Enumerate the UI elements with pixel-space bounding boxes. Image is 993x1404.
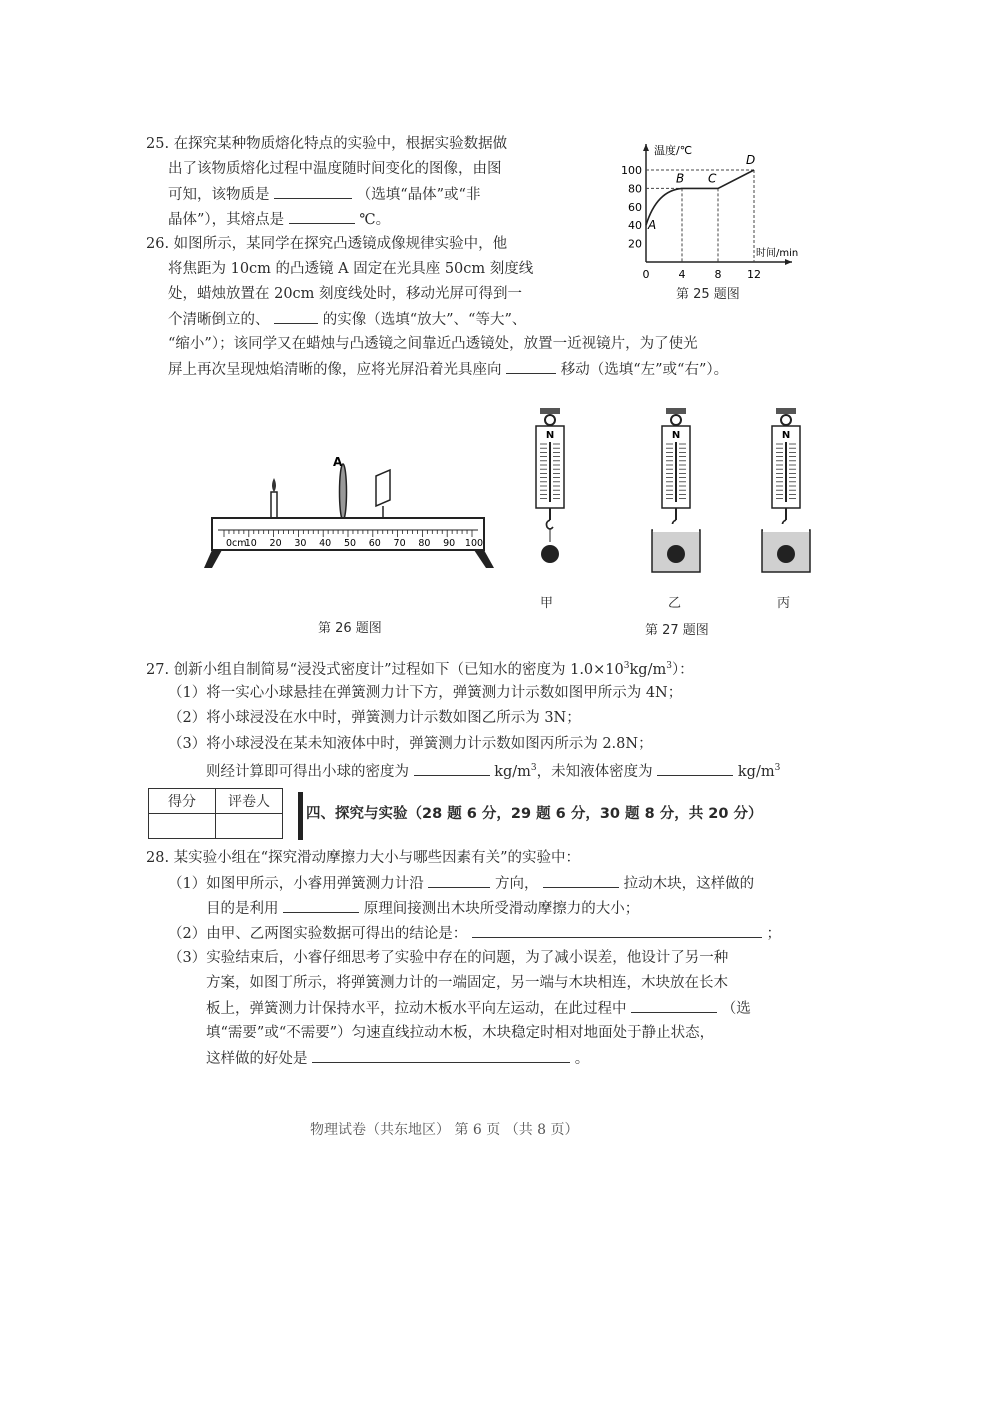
series-line xyxy=(646,170,754,225)
score-header: 得分 xyxy=(149,789,216,814)
page-footer: 物理试卷（共东地区） 第 6 页 （共 8 页） xyxy=(310,1122,579,1138)
answer-blank-advantage[interactable] xyxy=(312,1048,570,1063)
fig27-caption: 第 27 题图 xyxy=(645,623,709,638)
ruler-label: 40 xyxy=(319,538,332,549)
q25-line-4: 晶体”），其熔点是 ℃。 xyxy=(168,209,390,230)
q25-line-3: 可知，该物质是 （选填“晶体”或“非 xyxy=(168,184,480,205)
answer-blank-conclusion[interactable] xyxy=(472,923,762,938)
candle-icon xyxy=(271,492,277,518)
convex-lens-icon xyxy=(340,464,347,520)
ruler-label: 100 xyxy=(464,538,484,549)
bench-leg-right xyxy=(474,550,494,568)
ruler-label: 50 xyxy=(343,538,357,549)
fig25-temperature-chart xyxy=(608,138,838,303)
q28-part-3: （3）实验结束后，小睿仔细思考了实验中存在的问题，为了减小误差，他设计了另一种 xyxy=(168,950,729,966)
spring-scale-3 xyxy=(762,408,810,572)
point-label-B: B xyxy=(676,171,685,186)
candle-flame-icon xyxy=(272,478,276,492)
q28-part-3-line-4: 填“需要”或“不需要”）匀速直线拉动木板，木块稳定时相对地面处于静止状态， xyxy=(206,1025,715,1041)
hook-icon xyxy=(546,520,553,529)
answer-blank-screen-direction[interactable] xyxy=(506,359,556,374)
score-table xyxy=(148,788,283,839)
fig27-label-yi: 乙 xyxy=(668,596,682,611)
section-4-title: 四、探究与实验（28 题 6 分，29 题 6 分，30 题 8 分，共 20 分） xyxy=(306,806,763,822)
scale-unit-label: N xyxy=(671,430,681,441)
answer-blank-image-size[interactable] xyxy=(274,309,318,324)
q27-step-3: （3）将小球浸没在某未知液体中时，弹簧测力计示数如图丙所示为 2.8N； xyxy=(168,736,653,752)
ring-icon xyxy=(781,415,791,425)
section-divider xyxy=(298,792,303,840)
x-tick-label: 4 xyxy=(678,268,686,281)
grader-cell[interactable] xyxy=(216,814,283,839)
answer-blank-ball-density[interactable] xyxy=(414,761,490,776)
fig26-optical-bench xyxy=(200,450,500,580)
answer-blank-substance-type[interactable] xyxy=(274,184,352,199)
fig27-label-jia: 甲 xyxy=(540,596,554,611)
x-axis-label: 时间/min xyxy=(756,248,799,259)
support-bar xyxy=(776,408,796,414)
support-bar xyxy=(666,408,686,414)
y-tick-label: 60 xyxy=(628,200,642,214)
q28-part-3-line-5: 这样做的好处是 。 xyxy=(206,1048,589,1069)
light-screen-icon xyxy=(376,470,390,506)
q26-line-5: “缩小”）；该同学又在蜡烛与凸透镜之间靠近凸透镜处，放置一近视镜片，为了使光 xyxy=(168,336,698,352)
ruler-label: 30 xyxy=(294,538,307,549)
q26-line-1: 26. 如图所示，某同学在探究凸透镜成像规律实验中，他 xyxy=(146,236,508,252)
q28-line-1: 28. 某实验小组在“探究滑动摩擦力大小与哪些因素有关”的实验中： xyxy=(146,850,580,866)
q25-line-2: 出了该物质熔化过程中温度随时间变化的图像，由图 xyxy=(168,161,502,177)
scale-unit-label: N xyxy=(545,430,555,441)
ball-icon xyxy=(777,545,795,563)
y-tick-label: 40 xyxy=(628,219,642,233)
q26-line-2: 将焦距为 10cm 的凸透镜 A 固定在光具座 50cm 刻度线 xyxy=(168,261,534,277)
ruler-label: 60 xyxy=(368,538,381,549)
answer-blank-uniform-pull[interactable] xyxy=(631,998,717,1013)
q26-line-4: 个清晰倒立的、 的实像（选填“放大”、“等大”、 xyxy=(168,309,526,330)
ruler-label: 10 xyxy=(244,538,257,549)
ruler-label: 90 xyxy=(443,538,456,549)
ruler-label: 80 xyxy=(418,538,431,549)
ruler-label: 70 xyxy=(393,538,406,549)
answer-blank-melting-point[interactable] xyxy=(289,209,355,224)
q26-line-3: 处，蜡烛放置在 20cm 刻度线处时，移动光屏可得到一 xyxy=(168,286,523,302)
y-axis-label: 温度/℃ xyxy=(654,144,693,157)
q28-part-1-cont: 目的是利用 原理间接测出木块所受滑动摩擦力的大小； xyxy=(206,898,639,919)
y-tick-label: 20 xyxy=(628,237,642,251)
q27-step-4: 则经计算即可得出小球的密度为 $kg/m^3$，未知液体密度为 $kg/m^3$ xyxy=(206,758,780,782)
ruler-label: 20 xyxy=(269,538,282,549)
q27-step-2: （2）将小球浸没在水中时，弹簧测力计示数如图乙所示为 3N； xyxy=(168,710,581,726)
answer-blank-liquid-density[interactable] xyxy=(657,761,733,776)
spring-scale-2 xyxy=(652,408,700,572)
fig27-label-bing: 丙 xyxy=(777,596,791,611)
grader-header: 评卷人 xyxy=(216,789,283,814)
answer-blank-principle[interactable] xyxy=(283,898,359,913)
score-cell[interactable] xyxy=(149,814,216,839)
support-bar xyxy=(540,408,560,414)
x-tick-label: 8 xyxy=(714,268,722,281)
ring-icon xyxy=(671,415,681,425)
y-tick-label: 80 xyxy=(628,182,642,196)
y-tick-label: 100 xyxy=(621,164,642,177)
y-axis-arrow-icon xyxy=(643,144,649,151)
x-axis-arrow-icon xyxy=(785,259,792,265)
x-tick-label: 0 xyxy=(642,268,650,281)
ruler-label: 0cm xyxy=(226,538,247,549)
point-label-C: C xyxy=(708,171,717,186)
point-label-D: D xyxy=(746,153,756,167)
x-tick-label: 12 xyxy=(747,268,761,281)
q26-line-6: 屏上再次呈现烛焰清晰的像，应将光屏沿着光具座向 移动（选填“左”或“右”）。 xyxy=(168,359,728,380)
q27-line-1: 27. 创新小组自制简易“浸没式密度计”过程如下（已知水的密度为 $1.0\times 10^3kg/m^3$）： xyxy=(146,661,694,678)
fig27-spring-scales xyxy=(520,402,820,587)
q28-part-3-line-2: 方案，如图丁所示，将弹簧测力计的一端固定，另一端与木块相连，木块放在长木 xyxy=(206,975,728,991)
ball-icon xyxy=(541,545,559,563)
answer-blank-pull-manner[interactable] xyxy=(543,873,619,888)
q28-part-3-line-3: 板上，弹簧测力计保持水平，拉动木板水平向左运动，在此过程中 （选 xyxy=(206,998,751,1019)
spring-scale-1 xyxy=(536,408,564,563)
q28-part-1: （1）如图甲所示，小睿用弹簧测力计沿 方向， 拉动木块，这样做的 xyxy=(168,873,754,894)
lens-label: A xyxy=(333,455,343,469)
ball-icon xyxy=(667,545,685,563)
q27-step-1: （1）将一实心小球悬挂在弹簧测力计下方，弹簧测力计示数如图甲所示为 4N； xyxy=(168,685,683,701)
q25-line-1: 25. 在探究某种物质熔化特点的实验中，根据实验数据做 xyxy=(146,136,508,152)
ring-icon xyxy=(545,415,555,425)
point-label-A: A xyxy=(648,218,657,233)
fig26-caption: 第 26 题图 xyxy=(318,621,382,636)
answer-blank-pull-direction[interactable] xyxy=(428,873,490,888)
scale-unit-label: N xyxy=(781,430,791,441)
q28-part-2: （2）由甲、乙两图实验数据可得出的结论是： ； xyxy=(168,923,781,944)
bench-leg-left xyxy=(204,550,222,568)
fig25-caption: 第 25 题图 xyxy=(676,287,740,302)
